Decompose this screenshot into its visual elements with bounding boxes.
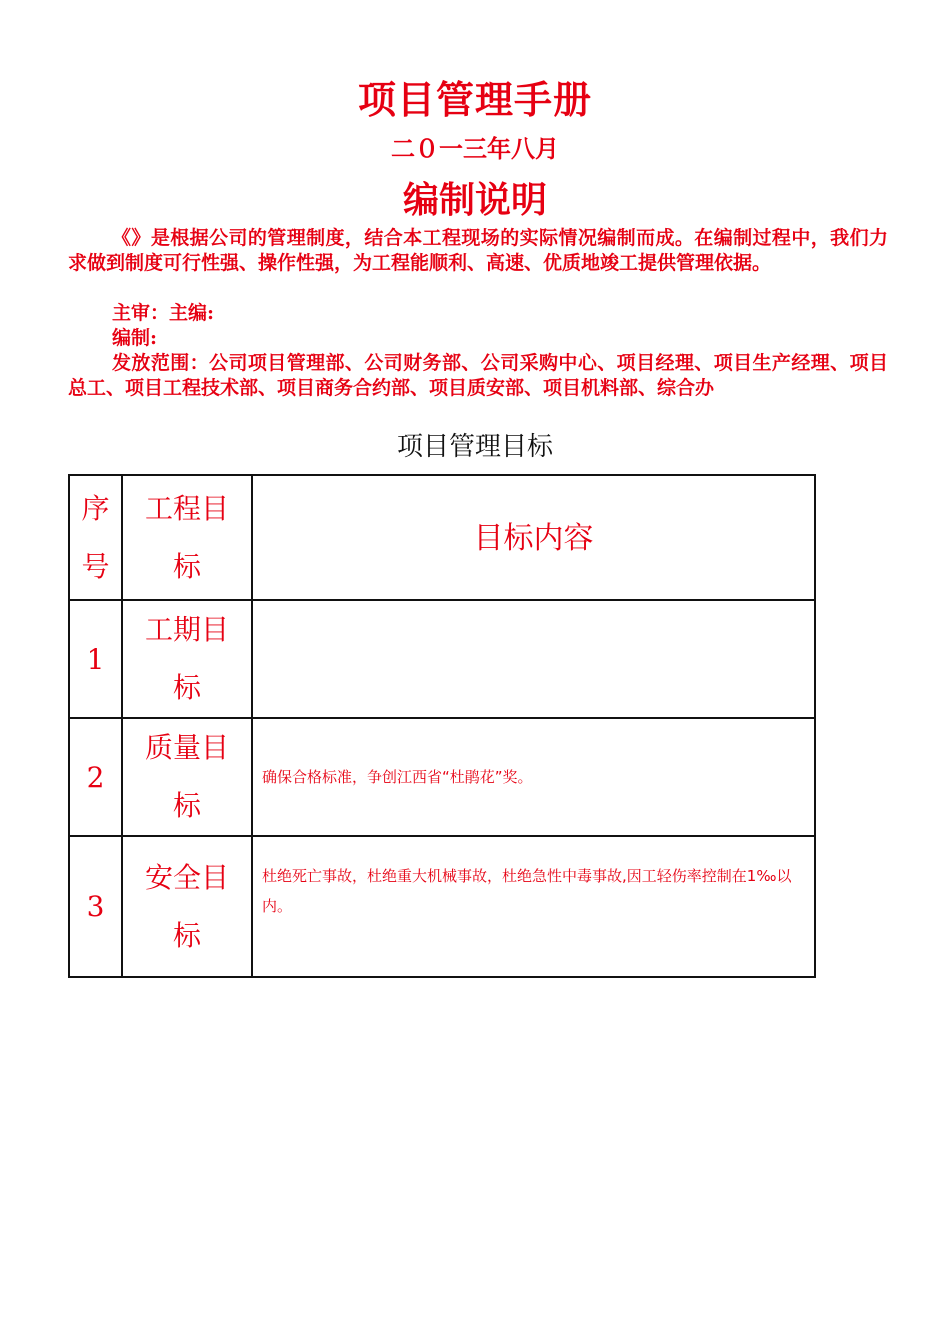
row-number: 3 bbox=[69, 836, 122, 977]
section-title: 编制说明 bbox=[402, 179, 547, 221]
row-content bbox=[252, 600, 815, 718]
header-content: 目标内容 bbox=[252, 475, 815, 600]
document-title: 项目管理手册 bbox=[357, 78, 592, 122]
row-goal: 安全目标 bbox=[122, 836, 252, 977]
document-date: 二０一三年八月 bbox=[391, 135, 559, 163]
row-content: 杜绝死亡事故，杜绝重大机械事故，杜绝急性中毒事故,因工轻伤率控制在1‰以内。 bbox=[252, 836, 815, 977]
table-row bbox=[69, 836, 815, 977]
table-header-row bbox=[69, 475, 815, 600]
header-goal: 工程目标 bbox=[122, 475, 252, 600]
goals-table bbox=[68, 474, 816, 978]
compiler-line: 编制: bbox=[112, 327, 158, 349]
header-no: 序号 bbox=[69, 475, 122, 600]
row-goal: 工期目标 bbox=[122, 600, 252, 718]
distribution-paragraph: 发放范围：公司项目管理部、公司财务部、公司采购中心、项目经理、项目生产经理、项目总工、项目工程技术部、项目商务合约部、项目质安部、项目机料部、综合办 bbox=[68, 352, 888, 399]
table-row bbox=[69, 600, 815, 718]
row-content: 确保合格标准，争创江西省“杜鹃花”奖。 bbox=[252, 718, 815, 836]
row-goal: 质量目标 bbox=[122, 718, 252, 836]
intro-paragraph: 《》是根据公司的管理制度，结合本工程现场的实际情况编制而成。在编制过程中，我们力求做到制度可行性强、操作性强，为工程能顺利、高速、优质地竣工提供管理依据。 bbox=[68, 227, 888, 274]
reviewer-line: 主审：主编: bbox=[112, 302, 215, 324]
table-title: 项目管理目标 bbox=[396, 432, 553, 462]
row-number: 2 bbox=[69, 718, 122, 836]
table-row bbox=[69, 718, 815, 836]
row-number: 1 bbox=[69, 600, 122, 718]
